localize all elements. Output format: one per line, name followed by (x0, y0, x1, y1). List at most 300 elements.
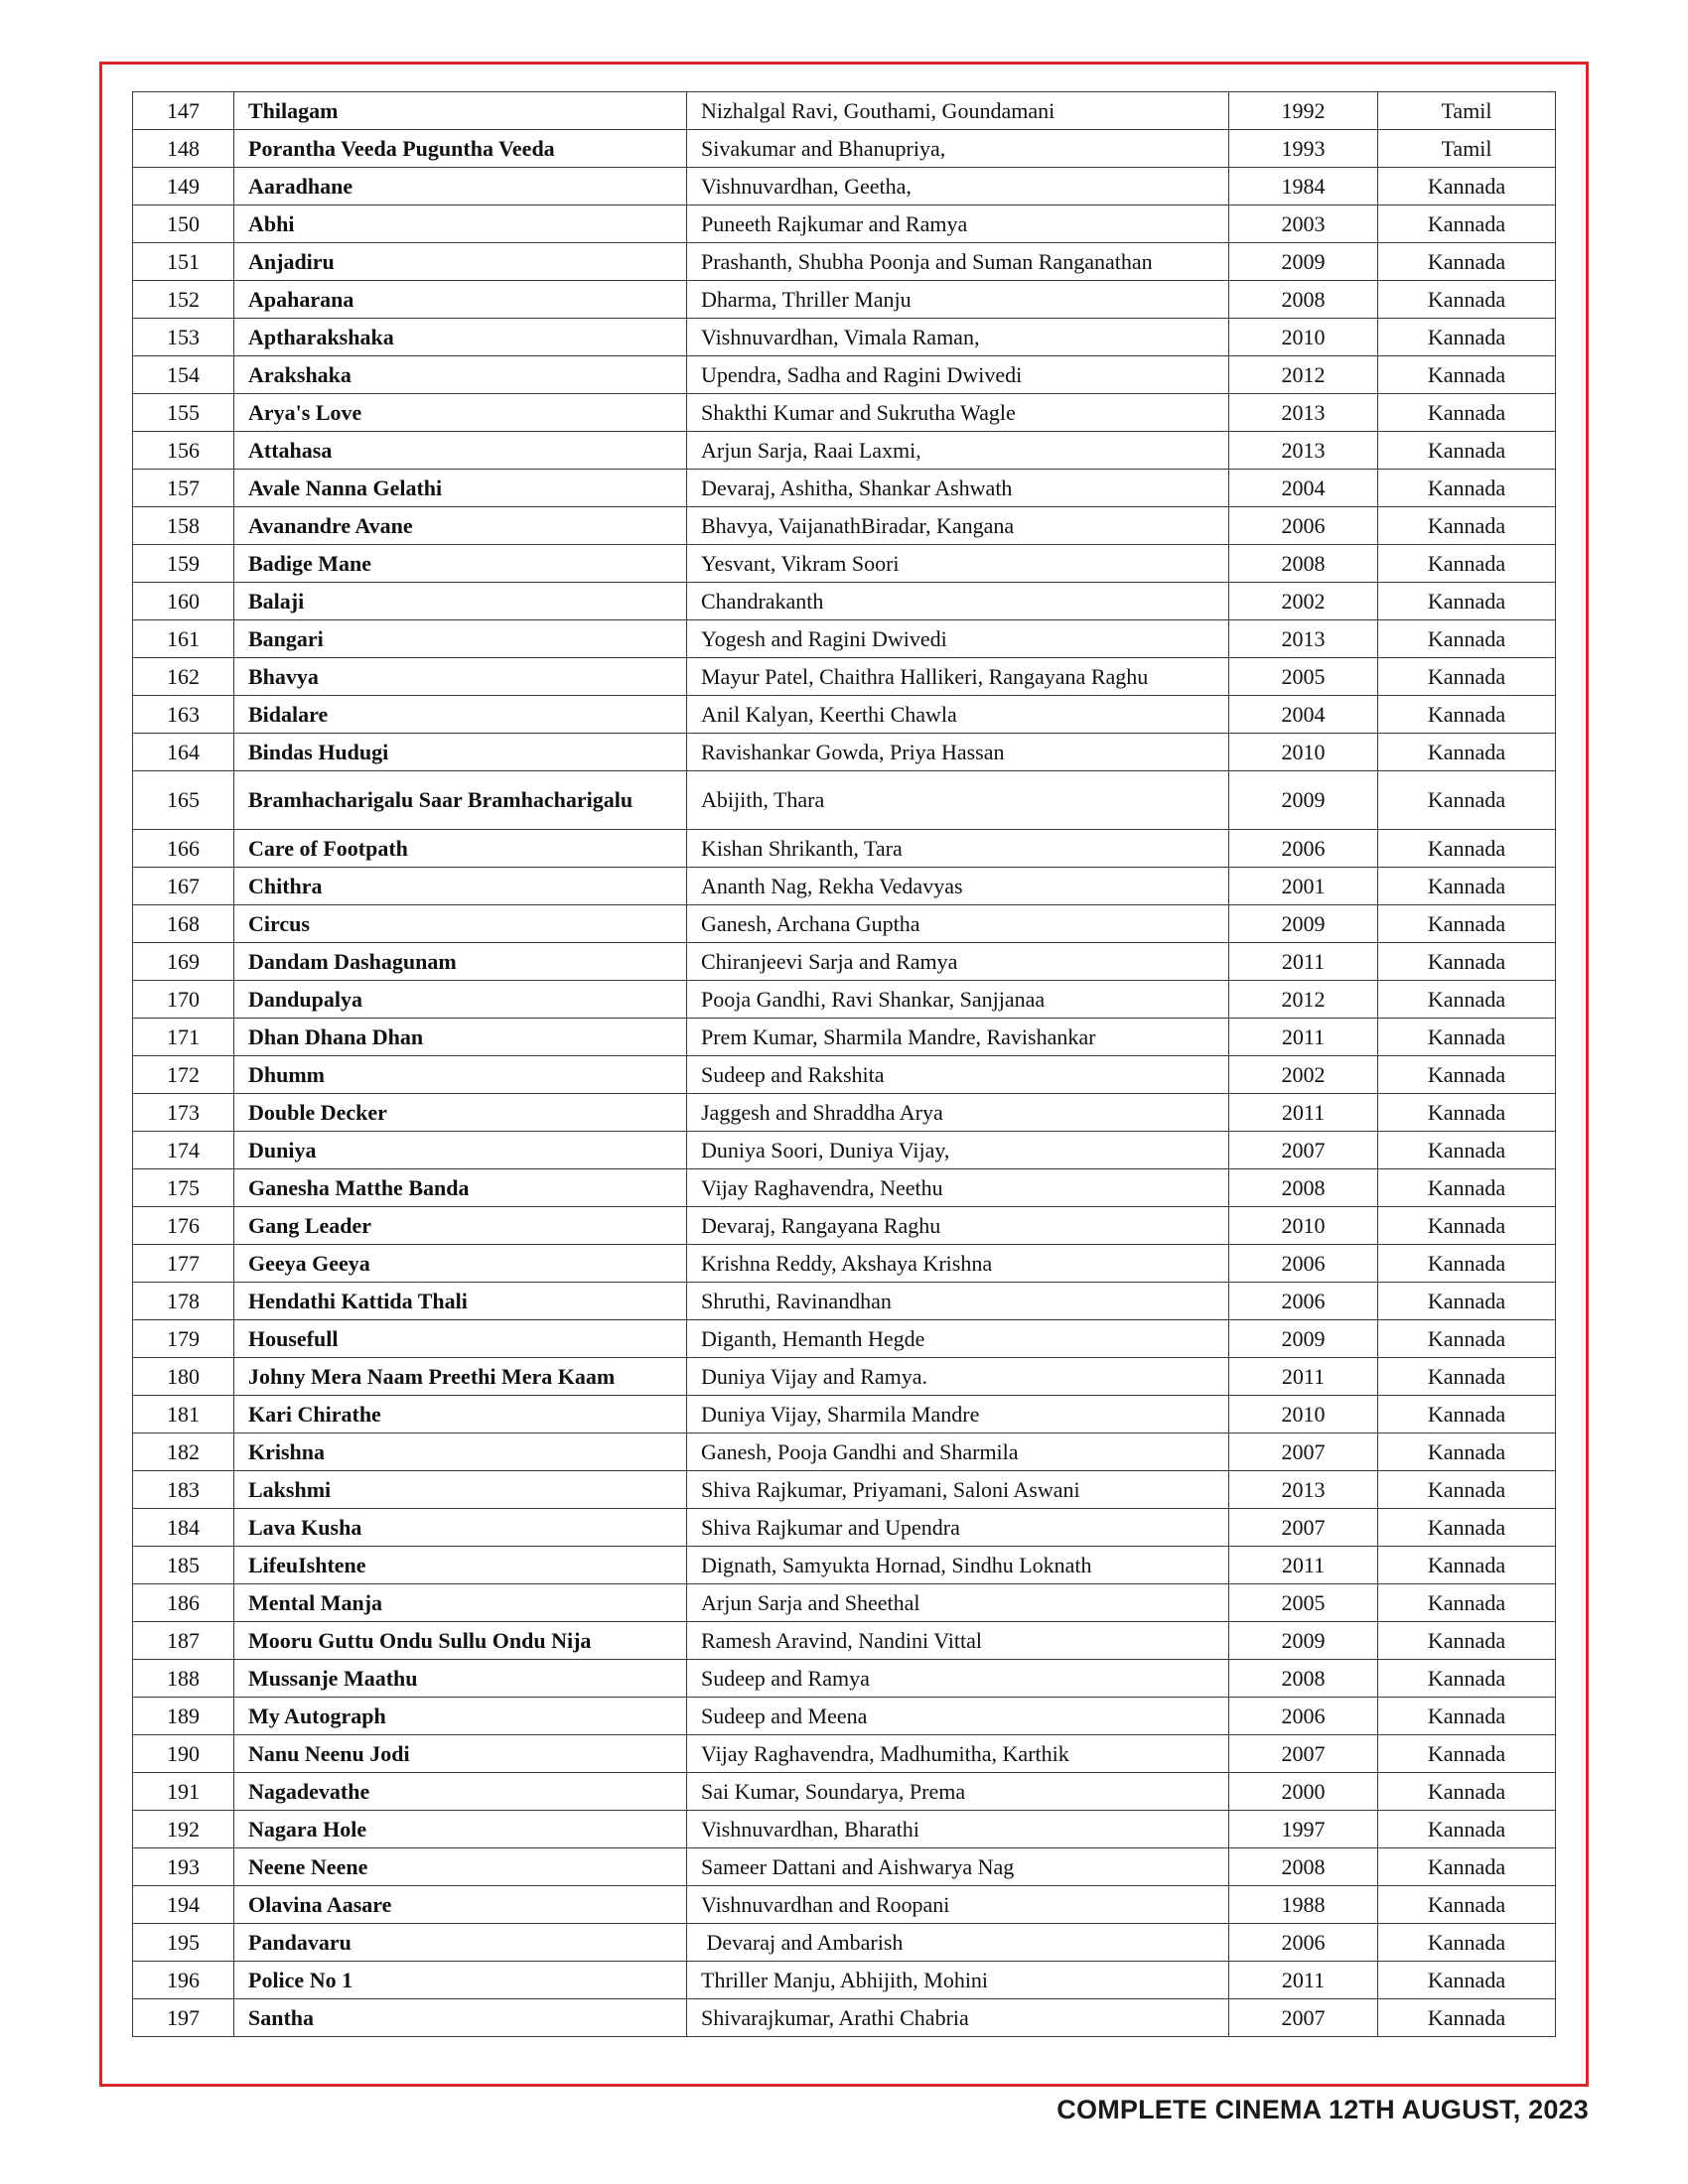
film-cast-cell: Mayur Patel, Chaithra Hallikeri, Rangayana Raghu (687, 658, 1229, 696)
film-language-cell: Kannada (1378, 1396, 1556, 1433)
film-language-cell: Tamil (1378, 92, 1556, 130)
film-number-cell: 154 (133, 356, 234, 394)
table-row (133, 1056, 1556, 1094)
film-year-cell: 2009 (1229, 1320, 1378, 1358)
table-row (133, 1999, 1556, 2037)
film-cast-cell: Sudeep and Meena (687, 1698, 1229, 1735)
film-cast-cell: Abijith, Thara (687, 771, 1229, 830)
film-number-cell: 161 (133, 620, 234, 658)
film-title-cell: Abhi (234, 205, 687, 243)
film-language-cell: Kannada (1378, 356, 1556, 394)
film-cast-cell: Duniya Vijay, Sharmila Mandre (687, 1396, 1229, 1433)
film-title-cell: Balaji (234, 583, 687, 620)
table-row (133, 1735, 1556, 1773)
film-language-cell: Kannada (1378, 1471, 1556, 1509)
film-number-cell: 157 (133, 470, 234, 507)
film-cast-cell: Sudeep and Rakshita (687, 1056, 1229, 1094)
film-number-cell: 174 (133, 1132, 234, 1169)
film-language-cell: Kannada (1378, 943, 1556, 981)
table-row (133, 1433, 1556, 1471)
film-number-cell: 169 (133, 943, 234, 981)
film-number-cell: 149 (133, 168, 234, 205)
film-cast-cell: Krishna Reddy, Akshaya Krishna (687, 1245, 1229, 1283)
film-title-cell: Care of Footpath (234, 830, 687, 868)
film-language-cell: Kannada (1378, 1509, 1556, 1547)
film-title-cell: Nagadevathe (234, 1773, 687, 1811)
film-year-cell: 2008 (1229, 545, 1378, 583)
film-title-cell: Olavina Aasare (234, 1886, 687, 1924)
film-cast-cell: Ananth Nag, Rekha Vedavyas (687, 868, 1229, 905)
film-number-cell: 158 (133, 507, 234, 545)
film-year-cell: 2005 (1229, 658, 1378, 696)
film-number-cell: 151 (133, 243, 234, 281)
film-title-cell: Bindas Hudugi (234, 734, 687, 771)
table-row (133, 243, 1556, 281)
film-cast-cell: Sudeep and Ramya (687, 1660, 1229, 1698)
film-number-cell: 172 (133, 1056, 234, 1094)
film-language-cell: Kannada (1378, 981, 1556, 1019)
film-number-cell: 190 (133, 1735, 234, 1773)
film-title-cell: Lakshmi (234, 1471, 687, 1509)
film-language-cell: Kannada (1378, 281, 1556, 319)
film-language-cell: Kannada (1378, 830, 1556, 868)
film-year-cell: 2013 (1229, 432, 1378, 470)
film-title-cell: Krishna (234, 1433, 687, 1471)
film-number-cell: 165 (133, 771, 234, 830)
film-number-cell: 166 (133, 830, 234, 868)
film-year-cell: 2007 (1229, 1132, 1378, 1169)
table-row (133, 1962, 1556, 1999)
film-number-cell: 188 (133, 1660, 234, 1698)
film-year-cell: 2005 (1229, 1584, 1378, 1622)
film-title-cell: Santha (234, 1999, 687, 2037)
film-language-cell: Kannada (1378, 394, 1556, 432)
table-row (133, 943, 1556, 981)
film-cast-cell: Sai Kumar, Soundarya, Prema (687, 1773, 1229, 1811)
film-cast-cell: Ravishankar Gowda, Priya Hassan (687, 734, 1229, 771)
film-title-cell: Porantha Veeda Puguntha Veeda (234, 130, 687, 168)
film-number-cell: 182 (133, 1433, 234, 1471)
film-cast-cell: Upendra, Sadha and Ragini Dwivedi (687, 356, 1229, 394)
film-title-cell: Johny Mera Naam Preethi Mera Kaam (234, 1358, 687, 1396)
film-language-cell: Kannada (1378, 1169, 1556, 1207)
film-year-cell: 2010 (1229, 319, 1378, 356)
table-row (133, 981, 1556, 1019)
film-cast-cell: Sameer Dattani and Aishwarya Nag (687, 1848, 1229, 1886)
film-cast-cell: Duniya Soori, Duniya Vijay, (687, 1132, 1229, 1169)
film-title-cell: Lava Kusha (234, 1509, 687, 1547)
film-title-cell: Housefull (234, 1320, 687, 1358)
film-year-cell: 1992 (1229, 92, 1378, 130)
film-title-cell: Ganesha Matthe Banda (234, 1169, 687, 1207)
film-number-cell: 196 (133, 1962, 234, 1999)
film-title-cell: Double Decker (234, 1094, 687, 1132)
film-title-cell: Neene Neene (234, 1848, 687, 1886)
film-number-cell: 155 (133, 394, 234, 432)
table-row (133, 92, 1556, 130)
film-title-cell: Hendathi Kattida Thali (234, 1283, 687, 1320)
table-row (133, 658, 1556, 696)
film-title-cell: Police No 1 (234, 1962, 687, 1999)
film-language-cell: Kannada (1378, 1924, 1556, 1962)
table-row (133, 868, 1556, 905)
table-row (133, 1132, 1556, 1169)
table-row (133, 905, 1556, 943)
film-language-cell: Kannada (1378, 545, 1556, 583)
film-number-cell: 156 (133, 432, 234, 470)
film-number-cell: 148 (133, 130, 234, 168)
film-year-cell: 2002 (1229, 583, 1378, 620)
film-language-cell: Kannada (1378, 1019, 1556, 1056)
film-language-cell: Kannada (1378, 1547, 1556, 1584)
film-title-cell: Bhavya (234, 658, 687, 696)
film-language-cell: Kannada (1378, 696, 1556, 734)
table-row (133, 1396, 1556, 1433)
film-language-cell: Kannada (1378, 1132, 1556, 1169)
film-title-cell: Dhumm (234, 1056, 687, 1094)
table-row (133, 1283, 1556, 1320)
film-year-cell: 2008 (1229, 281, 1378, 319)
table-row (133, 1471, 1556, 1509)
table-row (133, 281, 1556, 319)
film-cast-cell: Prem Kumar, Sharmila Mandre, Ravishankar (687, 1019, 1229, 1056)
film-title-cell: Arya's Love (234, 394, 687, 432)
film-cast-cell: Puneeth Rajkumar and Ramya (687, 205, 1229, 243)
film-title-cell: Duniya (234, 1132, 687, 1169)
film-year-cell: 1993 (1229, 130, 1378, 168)
film-number-cell: 184 (133, 1509, 234, 1547)
film-year-cell: 2010 (1229, 1396, 1378, 1433)
table-row (133, 1848, 1556, 1886)
film-title-cell: Mussanje Maathu (234, 1660, 687, 1698)
film-number-cell: 177 (133, 1245, 234, 1283)
film-title-cell: Dandupalya (234, 981, 687, 1019)
film-number-cell: 173 (133, 1094, 234, 1132)
film-cast-cell: Chiranjeevi Sarja and Ramya (687, 943, 1229, 981)
film-language-cell: Kannada (1378, 1245, 1556, 1283)
film-language-cell: Kannada (1378, 1283, 1556, 1320)
film-cast-cell: Vijay Raghavendra, Madhumitha, Karthik (687, 1735, 1229, 1773)
film-year-cell: 2010 (1229, 734, 1378, 771)
film-language-cell: Kannada (1378, 1358, 1556, 1396)
film-cast-cell: Shakthi Kumar and Sukrutha Wagle (687, 394, 1229, 432)
film-year-cell: 2004 (1229, 696, 1378, 734)
table-row (133, 1509, 1556, 1547)
film-year-cell: 2008 (1229, 1848, 1378, 1886)
table-row (133, 470, 1556, 507)
film-cast-cell: Sivakumar and Bhanupriya, (687, 130, 1229, 168)
film-title-cell: Badige Mane (234, 545, 687, 583)
film-cast-cell: Prashanth, Shubha Poonja and Suman Ranganathan (687, 243, 1229, 281)
film-year-cell: 2013 (1229, 394, 1378, 432)
film-number-cell: 171 (133, 1019, 234, 1056)
table-row (133, 168, 1556, 205)
film-language-cell: Kannada (1378, 620, 1556, 658)
table-row (133, 771, 1556, 830)
film-cast-cell: Anil Kalyan, Keerthi Chawla (687, 696, 1229, 734)
film-list-body (133, 92, 1556, 2037)
table-row (133, 394, 1556, 432)
film-year-cell: 2004 (1229, 470, 1378, 507)
film-number-cell: 193 (133, 1848, 234, 1886)
film-cast-cell: Arjun Sarja and Sheethal (687, 1584, 1229, 1622)
film-number-cell: 189 (133, 1698, 234, 1735)
film-language-cell: Kannada (1378, 1999, 1556, 2037)
table-row (133, 432, 1556, 470)
film-cast-cell: Diganth, Hemanth Hegde (687, 1320, 1229, 1358)
film-year-cell: 1984 (1229, 168, 1378, 205)
film-number-cell: 164 (133, 734, 234, 771)
film-year-cell: 1988 (1229, 1886, 1378, 1924)
film-language-cell: Kannada (1378, 734, 1556, 771)
table-row (133, 319, 1556, 356)
film-year-cell: 2009 (1229, 771, 1378, 830)
film-language-cell: Kannada (1378, 658, 1556, 696)
film-language-cell: Kannada (1378, 1320, 1556, 1358)
film-year-cell: 2013 (1229, 620, 1378, 658)
film-language-cell: Kannada (1378, 1433, 1556, 1471)
film-cast-cell: Vijay Raghavendra, Neethu (687, 1169, 1229, 1207)
film-cast-cell: Shiva Rajkumar, Priyamani, Saloni Aswani (687, 1471, 1229, 1509)
film-cast-cell: Dignath, Samyukta Hornad, Sindhu Loknath (687, 1547, 1229, 1584)
film-number-cell: 181 (133, 1396, 234, 1433)
film-year-cell: 2011 (1229, 1547, 1378, 1584)
film-cast-cell: Yesvant, Vikram Soori (687, 545, 1229, 583)
film-cast-cell: Pooja Gandhi, Ravi Shankar, Sanjjanaa (687, 981, 1229, 1019)
film-cast-cell: Shiva Rajkumar and Upendra (687, 1509, 1229, 1547)
film-number-cell: 183 (133, 1471, 234, 1509)
film-number-cell: 147 (133, 92, 234, 130)
film-cast-cell: Ganesh, Archana Guptha (687, 905, 1229, 943)
film-cast-cell: Kishan Shrikanth, Tara (687, 830, 1229, 868)
film-cast-cell: Devaraj, Ashitha, Shankar Ashwath (687, 470, 1229, 507)
film-language-cell: Kannada (1378, 1207, 1556, 1245)
film-title-cell: Avanandre Avane (234, 507, 687, 545)
film-number-cell: 162 (133, 658, 234, 696)
film-title-cell: Apaharana (234, 281, 687, 319)
film-cast-cell: Yogesh and Ragini Dwivedi (687, 620, 1229, 658)
film-language-cell: Kannada (1378, 243, 1556, 281)
table-row (133, 1622, 1556, 1660)
table-row (133, 620, 1556, 658)
film-title-cell: Thilagam (234, 92, 687, 130)
film-title-cell: My Autograph (234, 1698, 687, 1735)
film-cast-cell: Jaggesh and Shraddha Arya (687, 1094, 1229, 1132)
film-title-cell: Nagara Hole (234, 1811, 687, 1848)
film-number-cell: 159 (133, 545, 234, 583)
film-number-cell: 153 (133, 319, 234, 356)
film-title-cell: Geeya Geeya (234, 1245, 687, 1283)
film-cast-cell: Vishnuvardhan and Roopani (687, 1886, 1229, 1924)
film-number-cell: 179 (133, 1320, 234, 1358)
film-cast-cell: Shruthi, Ravinandhan (687, 1283, 1229, 1320)
film-title-cell: Aptharakshaka (234, 319, 687, 356)
film-title-cell: Kari Chirathe (234, 1396, 687, 1433)
film-cast-cell: Chandrakanth (687, 583, 1229, 620)
table-row (133, 583, 1556, 620)
table-row (133, 545, 1556, 583)
film-year-cell: 2011 (1229, 1962, 1378, 1999)
table-row (133, 1773, 1556, 1811)
film-cast-cell: Ramesh Aravind, Nandini Vittal (687, 1622, 1229, 1660)
film-title-cell: Anjadiru (234, 243, 687, 281)
film-year-cell: 2013 (1229, 1471, 1378, 1509)
film-title-cell: Nanu Neenu Jodi (234, 1735, 687, 1773)
film-number-cell: 168 (133, 905, 234, 943)
film-cast-cell: Vishnuvardhan, Geetha, (687, 168, 1229, 205)
table-row (133, 1698, 1556, 1735)
table-row (133, 130, 1556, 168)
film-year-cell: 2007 (1229, 1999, 1378, 2037)
film-cast-cell: Ganesh, Pooja Gandhi and Sharmila (687, 1433, 1229, 1471)
film-language-cell: Kannada (1378, 1660, 1556, 1698)
film-number-cell: 176 (133, 1207, 234, 1245)
table-row (133, 356, 1556, 394)
film-year-cell: 2007 (1229, 1509, 1378, 1547)
film-language-cell: Kannada (1378, 1886, 1556, 1924)
film-cast-cell: Vishnuvardhan, Vimala Raman, (687, 319, 1229, 356)
film-cast-cell: Thriller Manju, Abhijith, Mohini (687, 1962, 1229, 1999)
table-row (133, 1094, 1556, 1132)
film-year-cell: 2000 (1229, 1773, 1378, 1811)
film-language-cell: Tamil (1378, 130, 1556, 168)
film-year-cell: 2012 (1229, 356, 1378, 394)
film-title-cell: Bangari (234, 620, 687, 658)
film-year-cell: 2007 (1229, 1735, 1378, 1773)
film-language-cell: Kannada (1378, 205, 1556, 243)
film-language-cell: Kannada (1378, 771, 1556, 830)
film-language-cell: Kannada (1378, 1773, 1556, 1811)
film-year-cell: 2009 (1229, 905, 1378, 943)
film-year-cell: 2006 (1229, 830, 1378, 868)
film-year-cell: 2002 (1229, 1056, 1378, 1094)
film-language-cell: Kannada (1378, 168, 1556, 205)
film-year-cell: 2011 (1229, 1094, 1378, 1132)
table-row (133, 205, 1556, 243)
film-number-cell: 194 (133, 1886, 234, 1924)
film-title-cell: Gang Leader (234, 1207, 687, 1245)
film-number-cell: 180 (133, 1358, 234, 1396)
film-language-cell: Kannada (1378, 1056, 1556, 1094)
table-row (133, 1320, 1556, 1358)
film-year-cell: 2006 (1229, 1245, 1378, 1283)
film-year-cell: 2008 (1229, 1660, 1378, 1698)
film-cast-cell: Devaraj, Rangayana Raghu (687, 1207, 1229, 1245)
film-title-cell: Mental Manja (234, 1584, 687, 1622)
film-title-cell: Chithra (234, 868, 687, 905)
film-cast-cell: Duniya Vijay and Ramya. (687, 1358, 1229, 1396)
film-language-cell: Kannada (1378, 1735, 1556, 1773)
table-row (133, 830, 1556, 868)
film-number-cell: 167 (133, 868, 234, 905)
film-year-cell: 2012 (1229, 981, 1378, 1019)
film-year-cell: 2006 (1229, 1698, 1378, 1735)
table-row (133, 1207, 1556, 1245)
film-list-table (132, 91, 1556, 2037)
film-title-cell: Mooru Guttu Ondu Sullu Ondu Nija (234, 1622, 687, 1660)
table-row (133, 507, 1556, 545)
film-cast-cell: Shivarajkumar, Arathi Chabria (687, 1999, 1229, 2037)
film-number-cell: 160 (133, 583, 234, 620)
film-number-cell: 191 (133, 1773, 234, 1811)
film-title-cell: Pandavaru (234, 1924, 687, 1962)
film-title-cell: Dhan Dhana Dhan (234, 1019, 687, 1056)
film-number-cell: 175 (133, 1169, 234, 1207)
table-row (133, 1660, 1556, 1698)
film-number-cell: 170 (133, 981, 234, 1019)
film-cast-cell: Dharma, Thriller Manju (687, 281, 1229, 319)
film-number-cell: 197 (133, 1999, 234, 2037)
film-number-cell: 185 (133, 1547, 234, 1584)
film-title-cell: Circus (234, 905, 687, 943)
film-number-cell: 178 (133, 1283, 234, 1320)
film-language-cell: Kannada (1378, 319, 1556, 356)
film-title-cell: Avale Nanna Gelathi (234, 470, 687, 507)
film-number-cell: 195 (133, 1924, 234, 1962)
footer-publication-line: COMPLETE CINEMA 12TH AUGUST, 2023 (1056, 2095, 1589, 2124)
film-title-cell: Bidalare (234, 696, 687, 734)
table-row (133, 1584, 1556, 1622)
film-title-cell: Dandam Dashagunam (234, 943, 687, 981)
table-row (133, 1169, 1556, 1207)
film-language-cell: Kannada (1378, 583, 1556, 620)
film-year-cell: 2006 (1229, 1283, 1378, 1320)
table-row (133, 1245, 1556, 1283)
film-year-cell: 2011 (1229, 1358, 1378, 1396)
film-year-cell: 2008 (1229, 1169, 1378, 1207)
film-number-cell: 186 (133, 1584, 234, 1622)
film-title-cell: LifeuIshtene (234, 1547, 687, 1584)
film-language-cell: Kannada (1378, 905, 1556, 943)
table-row (133, 1019, 1556, 1056)
film-cast-cell: Nizhalgal Ravi, Gouthami, Goundamani (687, 92, 1229, 130)
film-language-cell: Kannada (1378, 868, 1556, 905)
film-year-cell: 2010 (1229, 1207, 1378, 1245)
film-language-cell: Kannada (1378, 1962, 1556, 1999)
film-language-cell: Kannada (1378, 1698, 1556, 1735)
film-language-cell: Kannada (1378, 1811, 1556, 1848)
table-row (133, 734, 1556, 771)
film-language-cell: Kannada (1378, 1848, 1556, 1886)
film-cast-cell: Devaraj and Ambarish (687, 1924, 1229, 1962)
film-title-cell: Bramhacharigalu Saar Bramhacharigalu (234, 771, 687, 830)
film-year-cell: 2006 (1229, 507, 1378, 545)
table-row (133, 696, 1556, 734)
table-row (133, 1811, 1556, 1848)
film-year-cell: 2007 (1229, 1433, 1378, 1471)
film-title-cell: Arakshaka (234, 356, 687, 394)
film-language-cell: Kannada (1378, 507, 1556, 545)
film-year-cell: 2003 (1229, 205, 1378, 243)
film-title-cell: Attahasa (234, 432, 687, 470)
film-language-cell: Kannada (1378, 1584, 1556, 1622)
film-year-cell: 2011 (1229, 943, 1378, 981)
film-number-cell: 150 (133, 205, 234, 243)
table-row (133, 1924, 1556, 1962)
film-language-cell: Kannada (1378, 1622, 1556, 1660)
film-number-cell: 152 (133, 281, 234, 319)
table-row (133, 1886, 1556, 1924)
film-number-cell: 187 (133, 1622, 234, 1660)
film-cast-cell: Bhavya, VaijanathBiradar, Kangana (687, 507, 1229, 545)
film-title-cell: Aaradhane (234, 168, 687, 205)
film-year-cell: 2006 (1229, 1924, 1378, 1962)
film-cast-cell: Vishnuvardhan, Bharathi (687, 1811, 1229, 1848)
table-row (133, 1358, 1556, 1396)
film-language-cell: Kannada (1378, 470, 1556, 507)
film-cast-cell: Arjun Sarja, Raai Laxmi, (687, 432, 1229, 470)
film-year-cell: 2001 (1229, 868, 1378, 905)
